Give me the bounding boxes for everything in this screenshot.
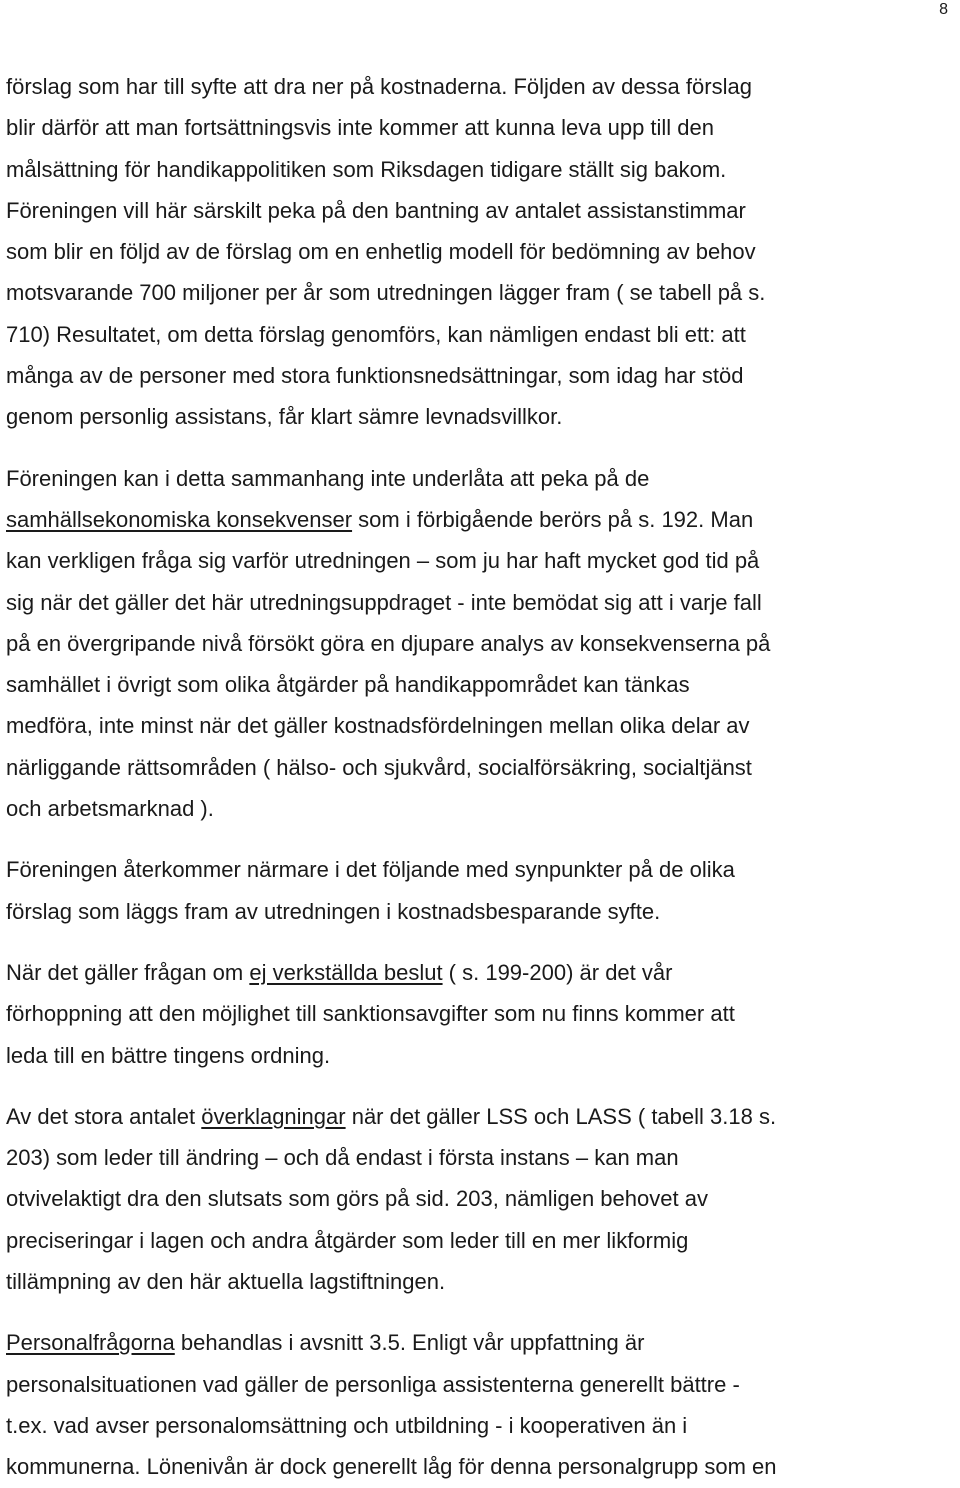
paragraph (6, 458, 956, 830)
text-line: kan verkligen fråga sig varför utredningen – som ju har haft mycket god tid på (6, 548, 760, 574)
paragraph-gap (6, 1302, 956, 1322)
text-span: som i förbigående berörs på s. 192. Man (352, 506, 754, 532)
text-line: kommunerna. Lönenivån är dock generellt låg för denna personalgrupp som en (6, 1454, 777, 1480)
text-line: 203) som leder till ändring – och då endast i första instans – kan man (6, 1145, 679, 1171)
text-line: förslag som har till syfte att dra ner på kostnaderna. Följden av dessa förslag (6, 74, 752, 99)
text-span: Av det stora antalet (6, 1103, 202, 1129)
text-span: behandlas i avsnitt 3.5. Enligt vår uppfattning är (174, 1330, 645, 1356)
paragraph (6, 66, 956, 438)
text-line: 710) Resultatet, om detta förslag genomförs, kan nämligen endast bli ett: att (6, 321, 746, 347)
underlined-term: ej verkställda beslut (249, 959, 443, 985)
paragraph-gap (6, 829, 956, 849)
text-line: genom personlig assistans, får klart sämre levnadsvillkor. (6, 404, 563, 430)
document-body (6, 66, 956, 1488)
text-line: sig när det gäller det här utredningsuppdraget - inte bemödat sig att i varje fall (6, 589, 762, 615)
text-span: när det gäller LSS och LASS ( tabell 3.18 s. (345, 1103, 777, 1129)
text-line: otvivelaktigt dra den slutsats som görs på sid. 203, nämligen behovet av (6, 1186, 708, 1212)
text-line (6, 1096, 956, 1137)
text-line (6, 1322, 956, 1363)
text-line: motsvarande 700 miljoner per år som utredningen lägger fram ( se tabell på s. (6, 280, 766, 306)
underlined-term: överklagningar (201, 1103, 346, 1129)
text-line: medföra, inte minst när det gäller kostnadsfördelningen mellan olika delar av (6, 713, 750, 739)
text-line: preciseringar i lagen och andra åtgärder som leder till en mer likformig (6, 1227, 689, 1253)
text-line: t.ex. vad avser personalomsättning och utbildning - i kooperativen än i (6, 1412, 688, 1438)
text-line: som blir en följd av de förslag om en enhetlig modell för bedömning av behov (6, 239, 756, 265)
text-line: personalsituationen vad gäller de personliga assistenterna generellt bättre - (6, 1371, 740, 1397)
text-span: När det gäller frågan om (6, 959, 250, 985)
text-line: leda till en bättre tingens ordning. (6, 1042, 331, 1068)
text-line (6, 499, 956, 540)
text-span: ( s. 199-200) är det vår (442, 959, 673, 985)
text-line: och arbetsmarknad ). (6, 796, 214, 822)
underlined-term: Personalfrågorna (6, 1330, 175, 1356)
text-line: tillämpning av den här aktuella lagstiftningen. (6, 1269, 446, 1295)
paragraph (6, 952, 956, 1076)
text-line: många av de personer med stora funktionsnedsättningar, som idag har stöd (6, 363, 744, 389)
text-line: blir därför att man fortsättningsvis inte kommer att kunna leva upp till den (6, 115, 715, 141)
page-number: 8 (939, 1, 948, 18)
text-line: närliggande rättsområden ( hälso- och sjukvård, socialförsäkring, socialtjänst (6, 754, 752, 780)
underlined-term: samhällsekonomiska konsekvenser (6, 506, 353, 532)
paragraph (6, 1096, 956, 1302)
paragraph-gap (6, 438, 956, 458)
paragraph-gap (6, 932, 956, 952)
paragraph-gap (6, 1076, 956, 1096)
text-line: målsättning för handikappolitiken som Riksdagen tidigare ställt sig bakom. (6, 156, 727, 182)
text-line: på en övergripande nivå försökt göra en djupare analys av konsekvenserna på (6, 630, 771, 656)
text-line: Föreningen återkommer närmare i det följande med synpunkter på de olika (6, 857, 735, 883)
text-line: Föreningen vill här särskilt peka på den bantning av antalet assistanstimmar (6, 197, 746, 223)
paragraph (6, 849, 956, 932)
text-line: förhoppning att den möjlighet till sanktionsavgifter som nu finns kommer att (6, 1001, 735, 1027)
text-line: samhället i övrigt som olika åtgärder på handikappområdet kan tänkas (6, 672, 690, 698)
text-line: förslag som läggs fram av utredningen i kostnadsbesparande syfte. (6, 898, 661, 924)
text-line (6, 952, 956, 993)
paragraph (6, 1322, 956, 1487)
text-line: Föreningen kan i detta sammanhang inte underlåta att peka på de (6, 465, 650, 491)
